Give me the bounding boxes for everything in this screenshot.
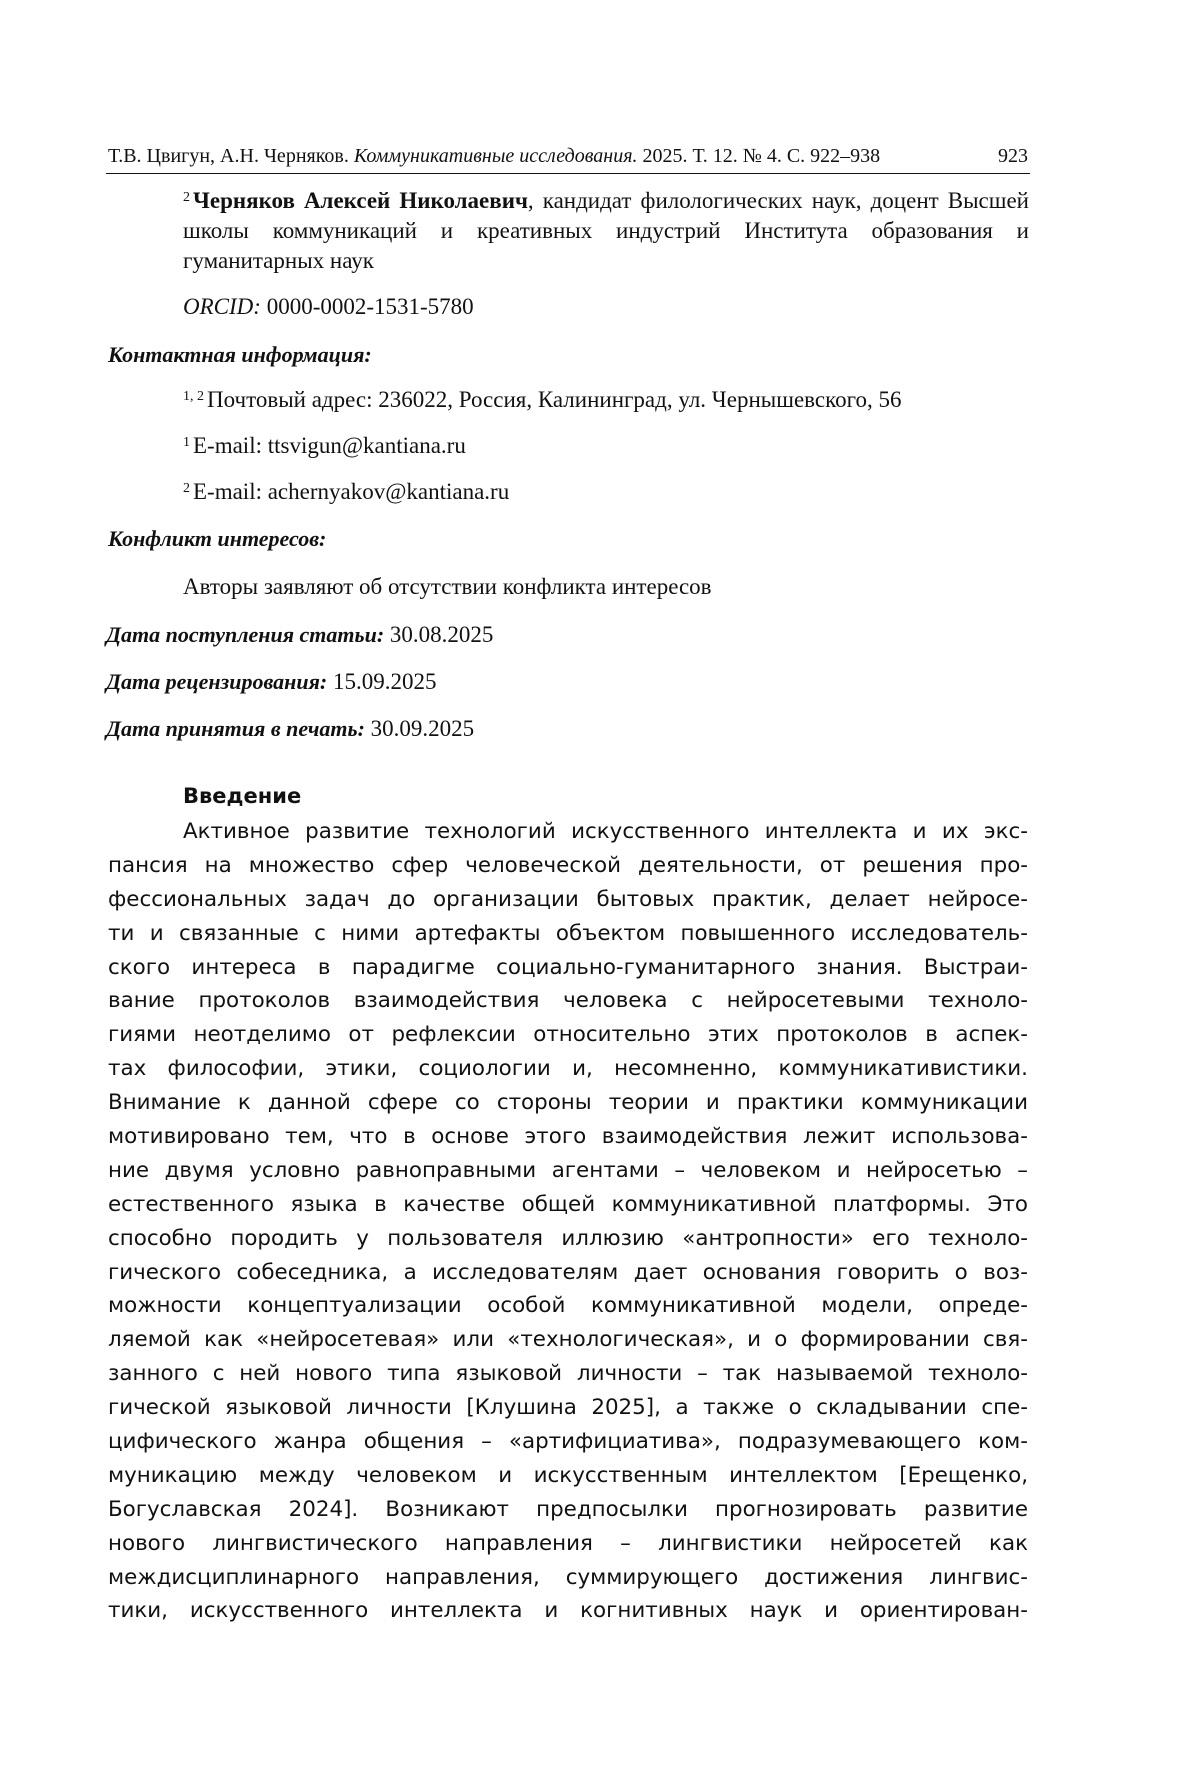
body-line: гиями неотделимо от рефлексии относительно этих протоколов в аспек- — [108, 1022, 1028, 1048]
running-header — [108, 143, 1028, 169]
orcid-label: ORCID: — [183, 294, 261, 319]
author-marker: 2 — [183, 190, 190, 205]
email1-text: E-mail: ttsvigun@kantiana.ru — [193, 433, 466, 458]
body-line: тах философии, этики, социологии и, несомненно, коммуникативистики. — [108, 1056, 1028, 1082]
body-line: способно породить у пользователя иллюзию «антропности» его техноло- — [108, 1225, 1028, 1251]
postal-marker: 1, 2 — [183, 389, 204, 404]
date-received-value: 30.08.2025 — [389, 622, 494, 647]
orcid-line — [183, 292, 474, 322]
conflict-heading: Конфликт интересов: — [108, 526, 327, 551]
body-line: ти и связанные с ними артефакты объектом повышенного исследователь- — [108, 920, 1028, 946]
body-line: ние двумя условно равноправными агентами – человеком и нейросетью – — [108, 1157, 1028, 1183]
date-reviewed — [106, 667, 436, 697]
body-line: занного с ней нового типа языковой личности – так называемой техноло- — [108, 1361, 1028, 1387]
author-affiliation: , кандидат филологических наук, доцент Высшей школы коммуникаций и креативных индустрий Института образования и гуманитарных наук — [183, 188, 1029, 273]
section-title-introduction: Введение — [183, 784, 302, 808]
author-name: Черняков Алексей Николаевич — [193, 188, 528, 213]
email2-marker: 2 — [183, 481, 190, 496]
body-line: можности концептуализации особой коммуникативной модели, опреде- — [108, 1293, 1028, 1319]
body-line: ского интереса в парадигме социально-гуманитарного знания. Выстраи- — [108, 954, 1028, 980]
contact-heading: Контактная информация: — [108, 342, 372, 367]
body-line: естественного языка в качестве общей коммуникативной платформы. Это — [108, 1191, 1028, 1217]
body-line: гического собеседника, а исследователям дает основания говорить о воз- — [108, 1259, 1028, 1285]
orcid-value: 0000-0002-1531-5780 — [266, 294, 474, 319]
body-line: нового лингвистического направления – лингвистики нейросетей как — [108, 1530, 1028, 1556]
body-line: цифического жанра общения – «артифициатива», подразумевающего ком- — [108, 1429, 1028, 1455]
date-received — [106, 620, 493, 650]
email-author-1 — [183, 431, 466, 461]
date-reviewed-label: Дата рецензирования: — [106, 669, 328, 694]
body-line: ляемой как «нейросетевая» или «технологическая», и о формировании свя- — [108, 1327, 1028, 1353]
body-line: мотивировано тем, что в основе этого взаимодействия лежит использова- — [108, 1124, 1028, 1150]
email2-text: E-mail: achernyakov@kantiana.ru — [193, 479, 510, 504]
header-rule — [106, 173, 1030, 174]
body-line: муникацию между человеком и искусственным интеллектом [Ерещенко, — [108, 1462, 1028, 1488]
body-line: междисциплинарного направления, суммирующего достижения лингвис- — [108, 1564, 1028, 1590]
author-info — [183, 186, 1029, 276]
introduction-body — [108, 815, 1028, 1628]
body-line: фессиональных задач до организации бытовых практик, делает нейросе- — [108, 886, 1028, 912]
body-line: пансия на множество сфер человеческой деятельности, от решения про- — [108, 852, 1028, 878]
body-line: Богуславская 2024]. Возникают предпосылки прогнозировать развитие — [108, 1496, 1028, 1522]
body-line: вание протоколов взаимодействия человека с нейросетевыми техноло- — [108, 988, 1028, 1014]
email1-marker: 1 — [183, 435, 190, 450]
postal-text: Почтовый адрес: 236022, Россия, Калининград, ул. Чернышевского, 56 — [207, 387, 902, 412]
header-journal: Коммуникативные исследования. — [353, 145, 638, 167]
date-accepted — [106, 714, 474, 744]
body-line: гической языковой личности [Клушина 2025], а также о складывании спе- — [108, 1395, 1028, 1421]
header-citation: 2025. Т. 12. № 4. С. 922–938 — [642, 145, 881, 167]
conflict-text: Авторы заявляют об отсутствии конфликта интересов — [183, 574, 712, 599]
date-received-label: Дата поступления статьи: — [106, 622, 385, 647]
body-line: Активное развитие технологий искусственного интеллекта и их экс- — [183, 819, 1028, 844]
body-line: Внимание к данной сфере со стороны теории и практики коммуникации — [108, 1090, 1028, 1116]
email-author-2 — [183, 477, 509, 507]
body-line: тики, искусственного интеллекта и когнитивных наук и ориентирован- — [108, 1598, 1028, 1624]
header-authors: Т.В. Цвигун, А.Н. Черняков. — [108, 145, 349, 167]
date-accepted-value: 30.09.2025 — [370, 716, 475, 741]
date-accepted-label: Дата принятия в печать: — [106, 716, 365, 741]
page-number: 923 — [998, 145, 1028, 167]
postal-address — [183, 385, 901, 415]
date-reviewed-value: 15.09.2025 — [332, 669, 437, 694]
